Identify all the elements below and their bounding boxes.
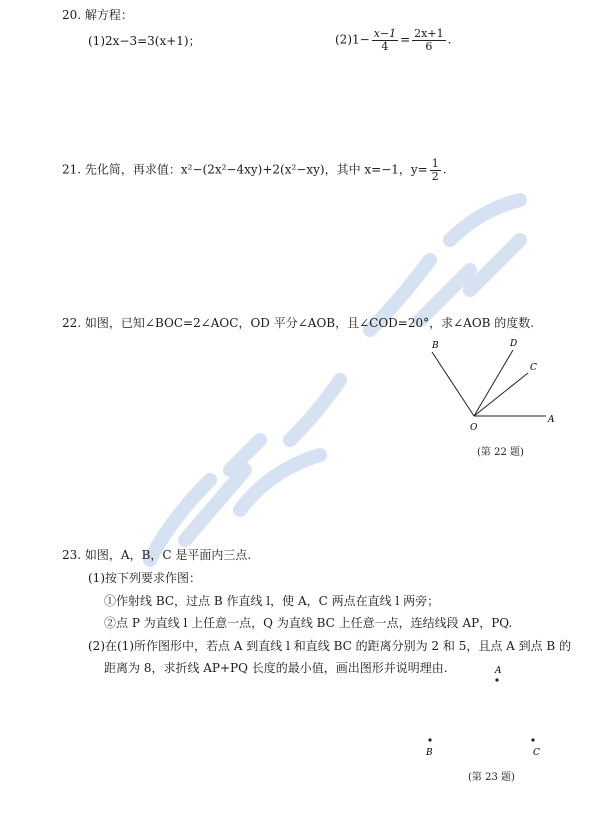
q20-heading: 20. 解方程：: [62, 8, 133, 22]
ray-OC: [474, 373, 528, 416]
q20-part1: (1)2x−3=3(x+1)；: [88, 34, 201, 48]
q22-caption: (第 22 题): [477, 447, 524, 458]
q20-end: .: [447, 32, 452, 47]
q22-text: 22. 如图，已知∠BOC=2∠AOC，OD 平分∠AOB，且∠COD=20°，求∠AOB 的度数.: [62, 316, 535, 330]
q23-line2: (1)按下列要求作图：: [88, 571, 201, 585]
label-B: B: [426, 748, 433, 758]
label-C: C: [533, 748, 540, 758]
q20-part2-prefix: (2)1−: [335, 32, 370, 47]
q20-part2: [335, 28, 451, 52]
point-A: [495, 678, 498, 681]
label-O: O: [470, 423, 478, 433]
point-C: [531, 738, 534, 741]
q20-frac1-denominator: 4: [381, 39, 389, 53]
q21-frac-numerator: 1: [431, 157, 439, 170]
q23-figure: [415, 662, 555, 762]
label-B: B: [432, 341, 439, 351]
q20-frac2-numerator: 2x+1: [414, 27, 444, 40]
q22-figure: [420, 330, 580, 440]
ray-OB: [432, 352, 474, 416]
label-A: A: [495, 666, 502, 676]
q20-frac1-numerator: x−1: [373, 27, 397, 40]
label-A: A: [548, 415, 555, 425]
q23-caption: (第 23 题): [468, 772, 515, 783]
q21-prefix: 21. 先化简，再求值：x²−(2x²−4xy)+2(x²−xy)，其中 x=−1，y=: [62, 162, 428, 177]
ray-OD: [474, 350, 513, 416]
point-B: [428, 738, 431, 741]
q21-frac-denominator: 2: [431, 169, 439, 183]
q20-equals: =: [400, 32, 411, 47]
q23-line3: ①作射线 BC，过点 B 作直线 l，使 A，C 两点在直线 l 两旁；: [104, 594, 440, 608]
q20-fraction-2: [412, 28, 445, 52]
label-C: C: [530, 363, 537, 373]
q23-line4: ②点 P 为直线 l 上任意一点，Q 为直线 BC 上任意一点，连结线段 AP，PQ.: [104, 616, 513, 630]
q21-fraction: [430, 158, 441, 182]
q21-end: .: [442, 162, 447, 177]
q20-frac2-denominator: 6: [425, 39, 433, 53]
q23-line6: 距离为 8，求折线 AP+PQ 长度的最小值，画出图形并说明理由.: [104, 661, 448, 675]
q20-fraction-1: [372, 28, 398, 52]
q23-line5: (2)在(1)所作图形中，若点 A 到直线 l 和直线 BC 的距离分别为 2 和 5，且点 A 到点 B 的: [88, 639, 572, 653]
label-D: D: [510, 339, 518, 349]
q21-text: [62, 158, 447, 182]
q23-line1: 23. 如图，A，B，C 是平面内三点.: [62, 548, 252, 562]
